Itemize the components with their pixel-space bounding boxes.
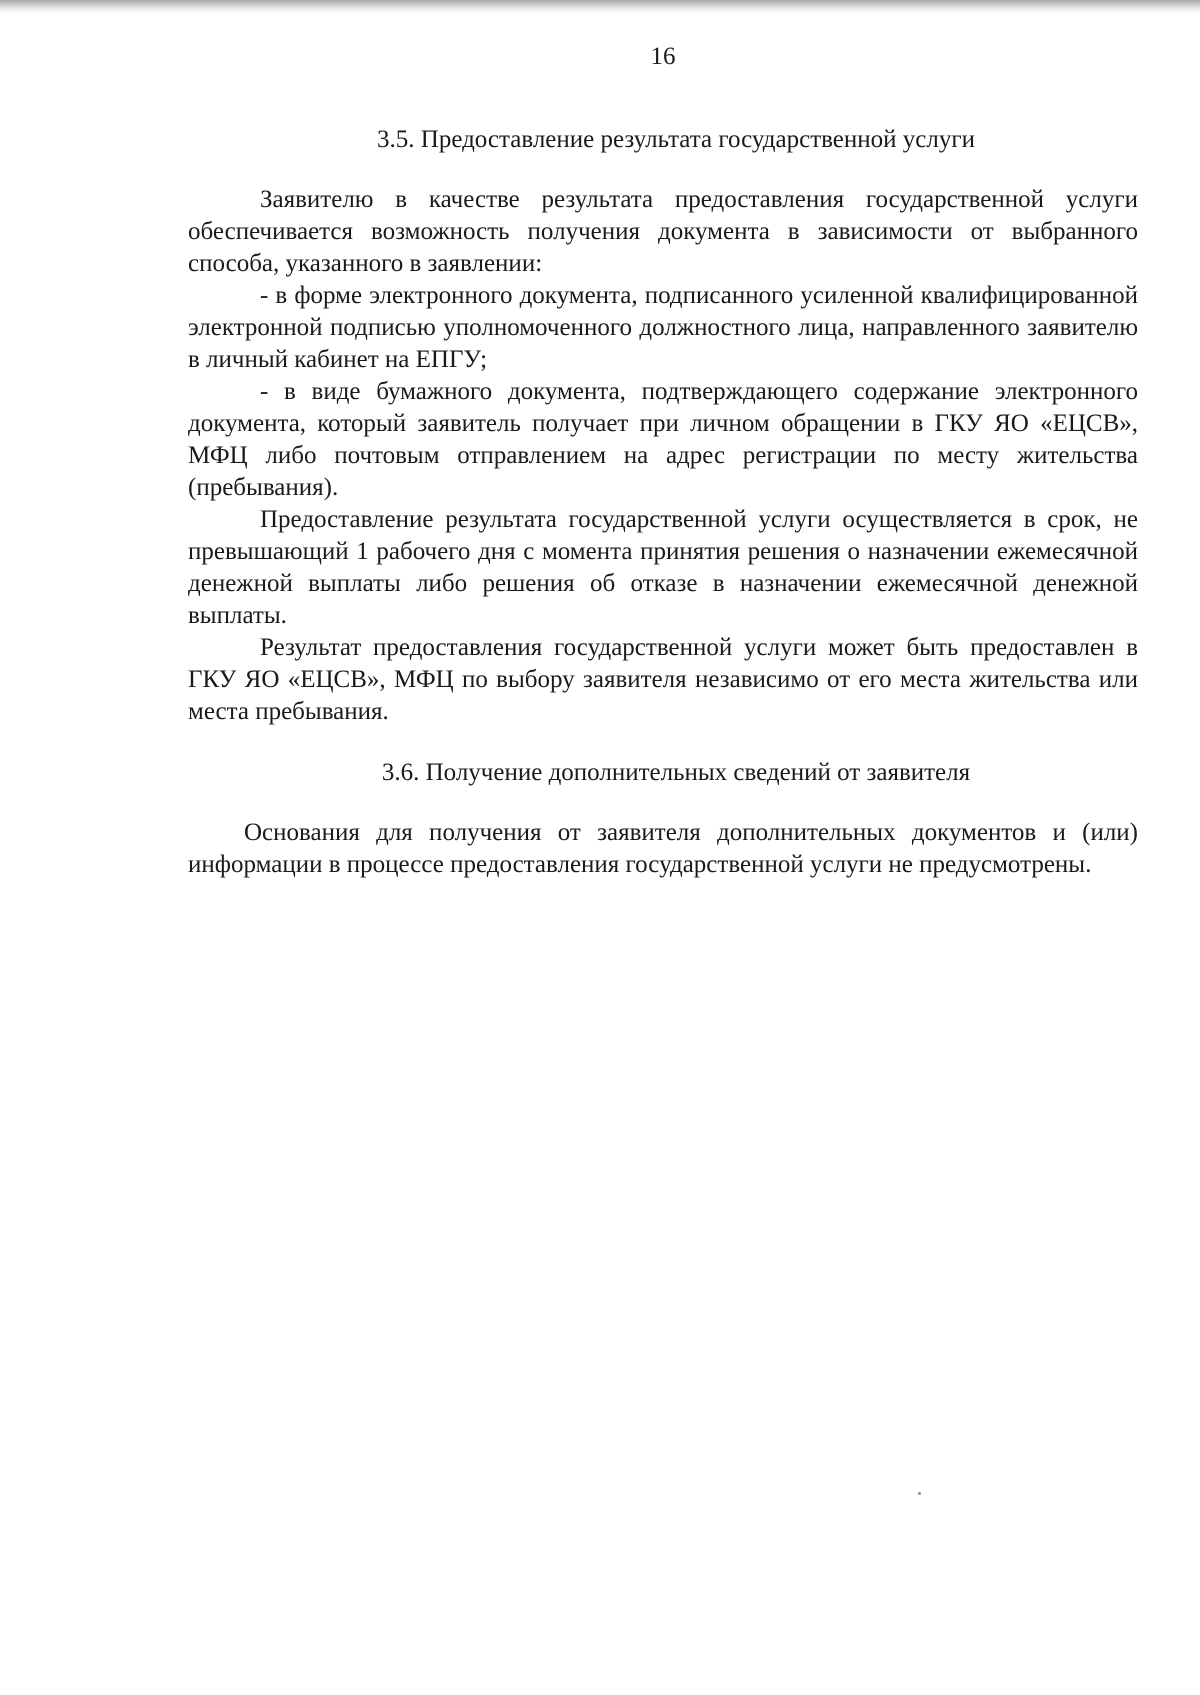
- page-number: 16: [650, 43, 676, 70]
- paragraph: Результат предоставления государственной услуги может быть предоставлен в ГКУ ЯО «ЕЦСВ», МФЦ по выбору заявителя независимо от его места жительства или места пребывания.: [188, 634, 1138, 725]
- section-title: 3.6. Получение дополнительных сведений от заявителя: [381, 759, 971, 786]
- paragraph-list-item: - в форме электронного документа, подписанного усиленной квалифицированной электронной подписью уполномоченного должностного лица, направленного заявителю в личный кабинет на ЕПГУ;: [188, 282, 1138, 373]
- document-body: [188, 124, 1138, 881]
- paragraph: Заявителю в качестве результата предоставления государственной услуги обеспечивается возможность получения документа в зависимости от выбранного способа, указанного в заявлении:: [188, 186, 1138, 277]
- section-3-6: [188, 757, 1138, 881]
- scan-speck: [918, 1492, 921, 1495]
- section-title: 3.5. Предоставление результата государственной услуги: [377, 126, 975, 153]
- paragraph-list-item: - в виде бумажного документа, подтверждающего содержание электронного документа, который заявитель получает при личном обращении в ГКУ ЯО «ЕЦСВ», МФЦ либо почтовым отправлением на адрес регистрации по месту жительства (пребывания).: [188, 378, 1138, 501]
- paragraph: Основания для получения от заявителя дополнительных документов и (или) информации в процессе предоставления государственной услуги не предусмотрены.: [188, 819, 1138, 878]
- paragraph: Предоставление результата государственной услуги осуществляется в срок, не превышающий 1 рабочего дня с момента принятия решения о назначении ежемесячной денежной выплаты либо решения об отказе в назначении ежемесячной денежной выплаты.: [188, 506, 1138, 629]
- section-3-5: [188, 124, 1138, 728]
- scan-top-edge: [0, 0, 1200, 14]
